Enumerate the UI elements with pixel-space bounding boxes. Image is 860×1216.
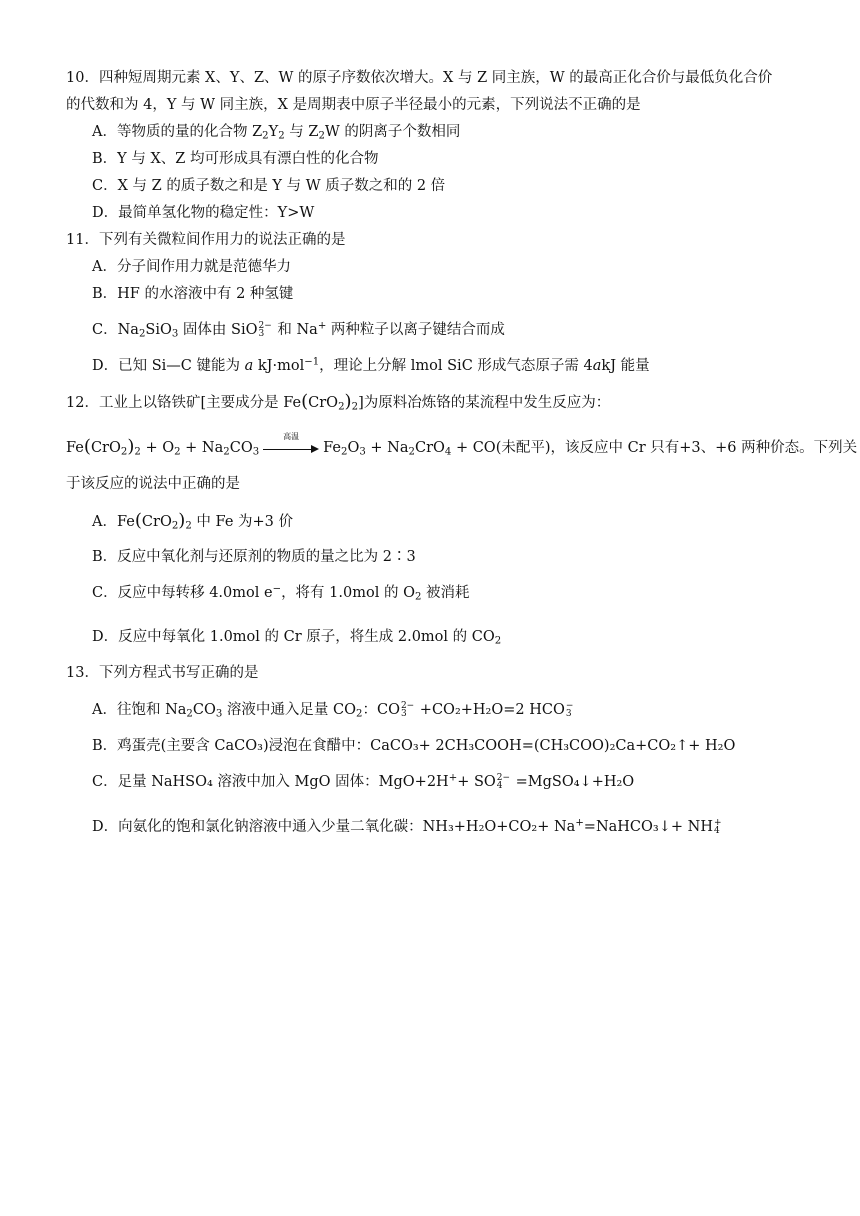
q12-equation: $Fe(CrO_2)_2 + O_2 + Na_2CO_3$ 高温 $Fe_2O_3 + Na_2CrO_4 + CO$(未配平)，该反应中 Cr 只有+3、+6 两种价态。下列关 — [66, 432, 858, 458]
q11-stem: 11．下列有关微粒间作用力的说法正确的是 — [66, 232, 346, 248]
q12-stem: 12．工业上以铬铁矿[主要成分是 $Fe(CrO_2)_2$]为原料冶炼铬的某流程中发生反应为： — [66, 391, 611, 413]
q12-option-a: A．$Fe(CrO_2)_2$ 中 Fe 为+3 价 — [92, 510, 293, 532]
q10-option-d: D．最简单氢化物的稳定性：Y>W — [92, 205, 315, 221]
q10-option-a: A．等物质的量的化合物 $Z_2Y_2$ 与 $Z_2W$ 的阴离子个数相同 — [92, 124, 461, 142]
q11-option-b: B．HF 的水溶液中有 2 种氢键 — [92, 286, 294, 302]
q10-option-b: B．Y 与 X、Z 均可形成具有漂白性的化合物 — [92, 151, 379, 167]
q12-option-b: B．反应中氧化剂与还原剂的物质的量之比为 2∶3 — [92, 549, 416, 565]
q13-option-a: A．往饱和 $Na_2CO_3$ 溶液中通入足量 $CO_2$：CO 2− 3 +CO₂+H₂O=2 HCO − 3 — [92, 700, 574, 720]
q13-option-c: C．足量 NaHSO₄ 溶液中加入 MgO 固体：MgO+2H++ SO 2− 4 =MgSO₄↓+H₂O — [92, 772, 635, 791]
q12-option-c: C．反应中每转移 4.0mol e−，将有 1.0mol 的 $O_2$ 被消耗 — [92, 583, 470, 603]
q11-option-c: C．$Na_2SiO_3$ 固体由 SiO 2− 3 和 Na+ 两种粒子以离子键结合而成 — [92, 320, 505, 340]
q10-stem-line1: 10．四种短周期元素 X、Y、Z、W 的原子序数依次增大。X 与 Z 同主族，W 的最高正化合价与最低负化合价 — [66, 70, 773, 86]
q12-stem-line3: 于该反应的说法中正确的是 — [66, 476, 240, 492]
q10-stem-line2: 的代数和为 4，Y 与 W 同主族，X 是周期表中原子半径最小的元素，下列说法不正确的是 — [66, 97, 641, 113]
q11-option-d: D．已知 Si—C 键能为 a kJ·mol$^{-1}$，理论上分解 lmol SiC 形成气态原子需 4akJ 能量 — [92, 356, 650, 374]
q13-stem: 13．下列方程式书写正确的是 — [66, 665, 259, 681]
reaction-arrow: 高温 — [263, 441, 319, 455]
q12-option-d: D．反应中每氧化 1.0mol 的 Cr 原子，将生成 2.0mol 的 $CO_2$ — [92, 629, 502, 647]
q11-option-a: A．分子间作用力就是范德华力 — [92, 259, 291, 275]
q13-option-b: B．鸡蛋壳(主要含 CaCO₃)浸泡在食醋中：CaCO₃+ 2CH₃COOH=(CH₃COO)₂Ca+CO₂↑+ H₂O — [92, 738, 736, 754]
q10-option-c: C．X 与 Z 的质子数之和是 Y 与 W 质子数之和的 2 倍 — [92, 178, 446, 194]
q13-option-d: D．向氨化的饱和氯化钠溶液中通入少量二氧化碳：NH₃+H₂O+CO₂+ Na+=NaHCO₃↓+ NH + 4 — [92, 817, 722, 836]
